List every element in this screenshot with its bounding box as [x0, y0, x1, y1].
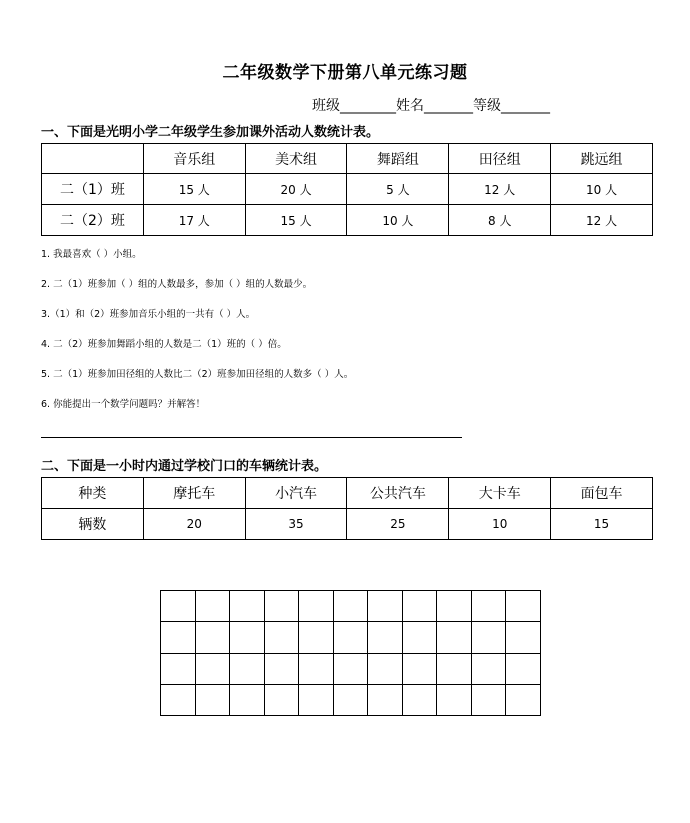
- grid-cell[interactable]: [264, 653, 299, 684]
- grid-cell[interactable]: [368, 684, 403, 715]
- table-row: [42, 205, 653, 236]
- grid-cell[interactable]: [368, 591, 403, 622]
- grid-cell[interactable]: [230, 684, 265, 715]
- activity-table: [41, 143, 653, 236]
- table-cell: 25: [347, 509, 449, 540]
- table-header-cell: 跳远组: [551, 144, 653, 174]
- table-cell: 35: [245, 509, 347, 540]
- table-header-cell: 舞蹈组: [347, 144, 449, 174]
- row-label: 二（1）班: [42, 174, 144, 205]
- grid-cell[interactable]: [195, 653, 230, 684]
- section1-heading: 一、下面是光明小学二年级学生参加课外活动人数统计表。: [41, 125, 380, 140]
- grid-cell[interactable]: [368, 653, 403, 684]
- grid-cell[interactable]: [437, 684, 472, 715]
- grid-cell[interactable]: [195, 622, 230, 653]
- table-header-cell: 摩托车: [143, 478, 245, 509]
- grid-cell[interactable]: [230, 591, 265, 622]
- section2-heading: 二、下面是一小时内通过学校门口的车辆统计表。: [41, 459, 328, 474]
- grid-cell[interactable]: [471, 653, 506, 684]
- grid-cell[interactable]: [402, 591, 437, 622]
- table-header-cell: 美术组: [245, 144, 347, 174]
- table-header-cell: 田径组: [449, 144, 551, 174]
- grid-row: [161, 591, 541, 622]
- grid-cell[interactable]: [161, 653, 196, 684]
- question-6: 6. 你能提出一个数学问题吗？并解答！: [41, 399, 206, 410]
- grid-cell[interactable]: [402, 653, 437, 684]
- table-cell: 15: [551, 509, 653, 540]
- grid-cell[interactable]: [506, 653, 541, 684]
- question-5: 5. 二（1）班参加田径组的人数比二（2）班参加田径组的人数多（ ）人。: [41, 369, 354, 380]
- grid-cell[interactable]: [471, 591, 506, 622]
- grid-cell[interactable]: [333, 684, 368, 715]
- grid-cell[interactable]: [471, 684, 506, 715]
- grid-cell[interactable]: [506, 684, 541, 715]
- grid-row: [161, 684, 541, 715]
- grid-cell[interactable]: [195, 591, 230, 622]
- row-label: 二（2）班: [42, 205, 144, 236]
- grid-cell[interactable]: [333, 653, 368, 684]
- table-header-cell: 面包车: [551, 478, 653, 509]
- page-title: 二年级数学下册第八单元练习题: [222, 63, 468, 83]
- table-header-cell: 小汽车: [245, 478, 347, 509]
- table-header-row: [42, 478, 653, 509]
- question-2: 2. 二（1）班参加（ ）组的人数最多，参加（ ）组的人数最少。: [41, 279, 313, 290]
- grid-cell[interactable]: [506, 622, 541, 653]
- table-header-cell: [42, 144, 144, 174]
- question-1: 1. 我最喜欢（ ）小组。: [41, 249, 142, 260]
- table-cell: 10 人: [347, 205, 449, 236]
- grid-cell[interactable]: [333, 622, 368, 653]
- table-cell: 8 人: [449, 205, 551, 236]
- grid-cell[interactable]: [402, 622, 437, 653]
- table-cell: 20: [143, 509, 245, 540]
- grid-cell[interactable]: [299, 653, 334, 684]
- table-header-cell: 种类: [42, 478, 144, 509]
- grid-cell[interactable]: [264, 684, 299, 715]
- vehicle-table: [41, 477, 653, 540]
- grid-cell[interactable]: [195, 684, 230, 715]
- grid-cell[interactable]: [230, 622, 265, 653]
- table-cell: 20 人: [245, 174, 347, 205]
- table-header-row: [42, 144, 653, 174]
- table-header-cell: 音乐组: [143, 144, 245, 174]
- grid-cell[interactable]: [471, 622, 506, 653]
- grid-cell[interactable]: [264, 591, 299, 622]
- grid-cell[interactable]: [299, 622, 334, 653]
- table-cell: 10 人: [551, 174, 653, 205]
- grid-cell[interactable]: [333, 591, 368, 622]
- table-cell: 15 人: [245, 205, 347, 236]
- grid-cell[interactable]: [437, 591, 472, 622]
- table-header-cell: 公共汽车: [347, 478, 449, 509]
- grid-cell[interactable]: [506, 591, 541, 622]
- grid-cell[interactable]: [264, 622, 299, 653]
- grid-cell[interactable]: [437, 622, 472, 653]
- grid-row: [161, 622, 541, 653]
- table-cell: 10: [449, 509, 551, 540]
- grid-cell[interactable]: [402, 684, 437, 715]
- grid-cell[interactable]: [161, 591, 196, 622]
- question-4: 4. 二（2）班参加舞蹈小组的人数是二（1）班的（ ）倍。: [41, 339, 287, 350]
- question-3: 3.（1）和（2）班参加音乐小组的一共有（ ）人。: [41, 309, 256, 320]
- table-cell: 5 人: [347, 174, 449, 205]
- student-info-line: 班级________姓名_______等级_______: [312, 98, 550, 114]
- grid-cell[interactable]: [299, 591, 334, 622]
- grid-cell[interactable]: [299, 684, 334, 715]
- table-header-cell: 大卡车: [449, 478, 551, 509]
- grid-cell[interactable]: [161, 684, 196, 715]
- grid-cell[interactable]: [161, 622, 196, 653]
- grid-cell[interactable]: [437, 653, 472, 684]
- grid-row: [161, 653, 541, 684]
- row-label: 辆数: [42, 509, 144, 540]
- grid-cell[interactable]: [230, 653, 265, 684]
- table-row: [42, 174, 653, 205]
- answer-line[interactable]: [41, 437, 462, 438]
- blank-bar-chart-grid[interactable]: [160, 590, 541, 716]
- grid-cell[interactable]: [368, 622, 403, 653]
- table-cell: 17 人: [143, 205, 245, 236]
- table-cell: 12 人: [449, 174, 551, 205]
- table-cell: 15 人: [143, 174, 245, 205]
- table-cell: 12 人: [551, 205, 653, 236]
- table-row: [42, 509, 653, 540]
